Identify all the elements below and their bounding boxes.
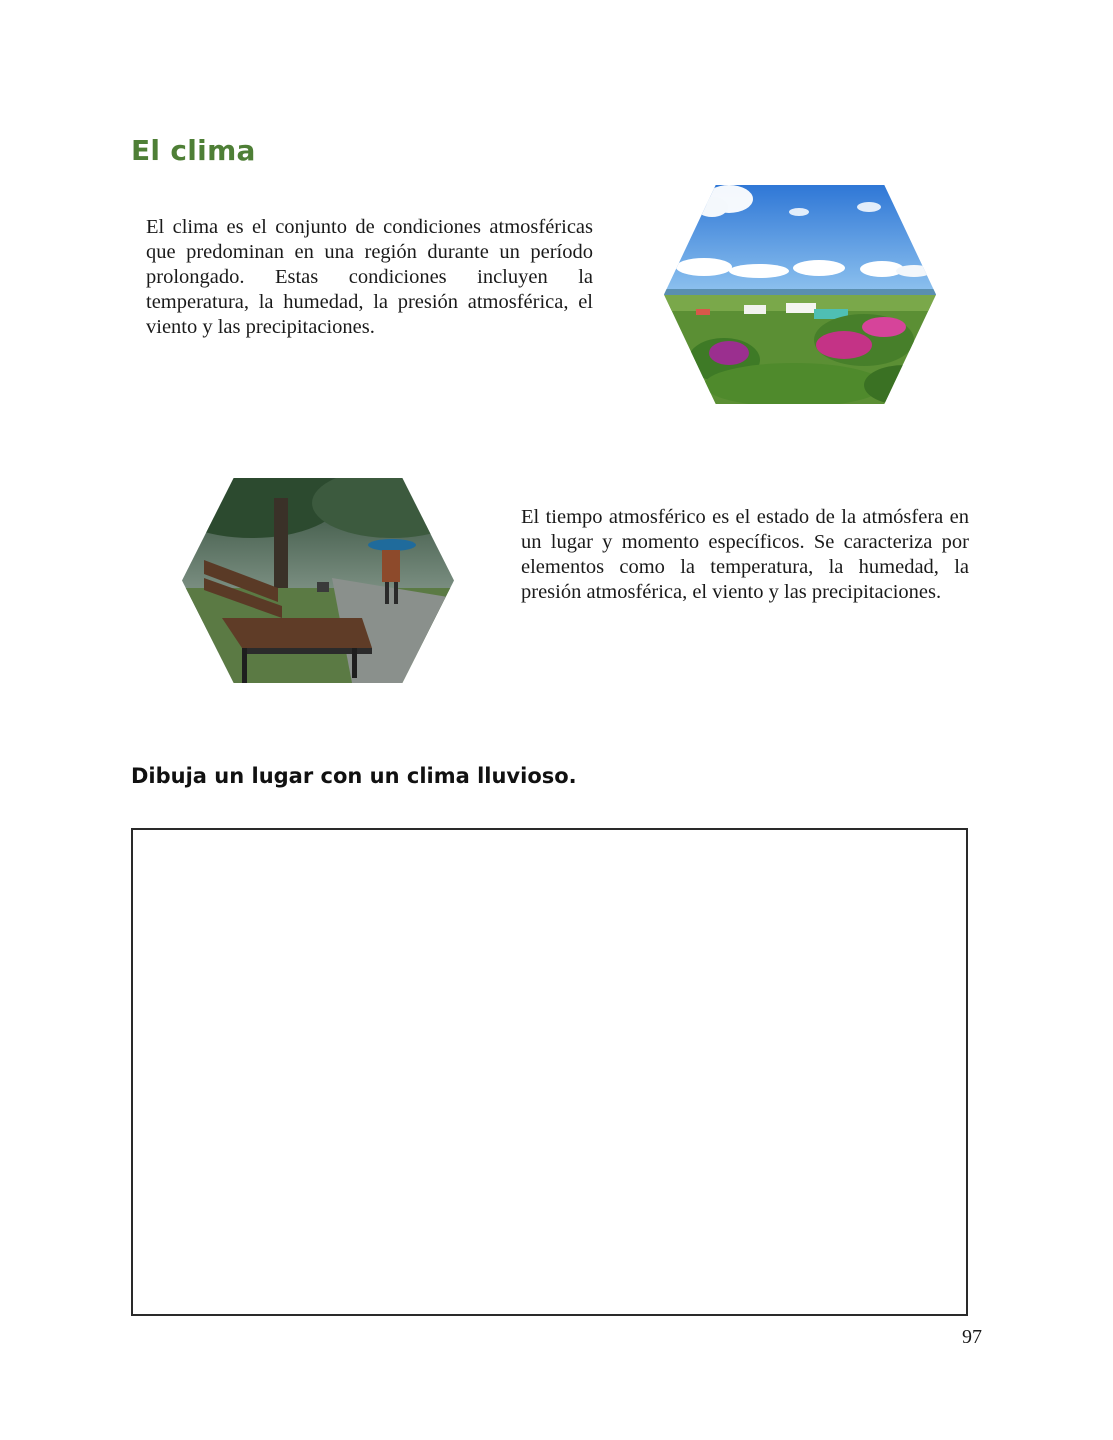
drawing-area[interactable]: [131, 828, 968, 1316]
sunny-landscape-image: [664, 185, 936, 404]
activity-title: Dibuja un lugar con un clima lluvioso.: [131, 764, 577, 788]
page-title: El clima: [131, 134, 256, 167]
rainy-park-illustration: [182, 478, 454, 683]
page-number: 97: [962, 1326, 982, 1348]
climate-paragraph: El clima es el conjunto de condiciones atmosféricas que predominan en una región durante un período prolongado. Estas condiciones incluyen la temperatura, la humedad, la presión atmosférica, el viento y las precipitaciones.: [146, 216, 593, 338]
rainy-park-image: [182, 478, 454, 683]
weather-paragraph: El tiempo atmosférico es el estado de la atmósfera en un lugar y momento específicos. Se caracteriza por elementos como la temperatura, la humedad, la presión atmosférica, el viento y las precipitaciones.: [521, 506, 969, 603]
sunny-landscape-illustration: [664, 185, 936, 404]
